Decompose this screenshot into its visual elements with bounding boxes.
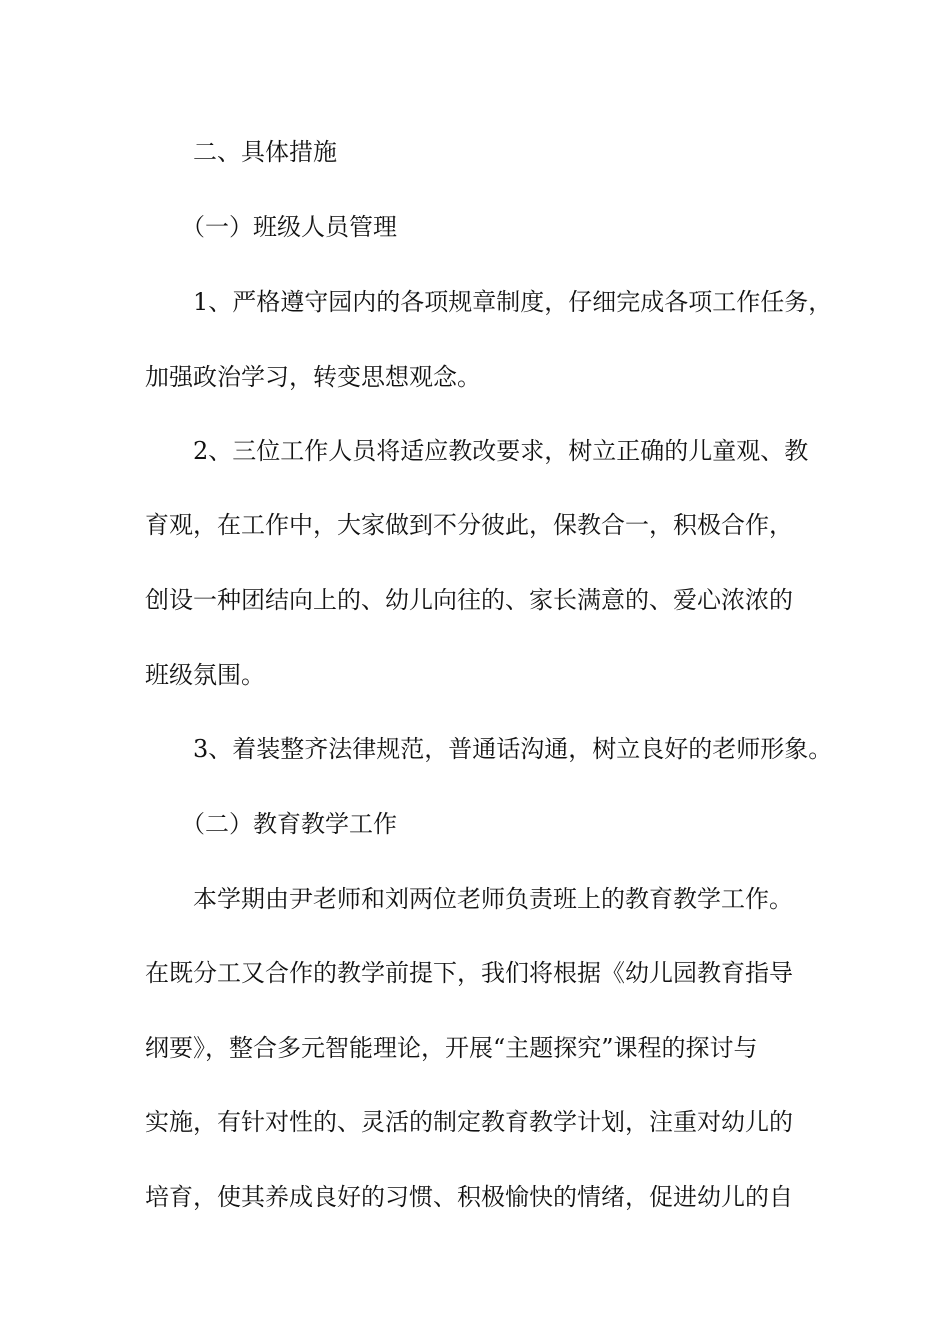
paragraph-line-3: 纲要》，整合多元智能理论，开展“主题探究”课程的探讨与 [145, 1034, 758, 1062]
item-2-line-3: 创设一种团结向上的、幼儿向往的、家长满意的、爱心浓浓的 [145, 586, 793, 614]
subsection-heading-2: （二）教育教学工作 [181, 810, 397, 838]
paragraph-line-2: 在既分工又合作的教学前提下，我们将根据《幼儿园教育指导 [145, 959, 793, 987]
item-2-line-2: 育观，在工作中，大家做到不分彼此，保教合一，积极合作， [145, 511, 793, 539]
item-1-line-2: 加强政治学习，转变思想观念。 [145, 363, 481, 391]
paragraph-line-1: 本学期由尹老师和刘两位老师负责班上的教育教学工作。 [193, 885, 793, 913]
section-heading: 二、具体措施 [193, 138, 337, 166]
item-2-line-4: 班级氛围。 [145, 661, 265, 689]
paragraph-line-5: 培育，使其养成良好的习惯、积极愉快的情绪，促进幼儿的自 [145, 1183, 793, 1211]
item-3-line-1: 3、着装整齐法律规范，普通话沟通，树立良好的老师形象。 [193, 735, 833, 763]
item-2-line-1: 2、三位工作人员将适应教改要求，树立正确的儿童观、教 [193, 437, 809, 465]
subsection-heading-1: （一）班级人员管理 [181, 213, 397, 241]
paragraph-line-4: 实施，有针对性的、灵活的制定教育教学计划，注重对幼儿的 [145, 1108, 793, 1136]
item-1-line-1: 1、严格遵守园内的各项规章制度，仔细完成各项工作任务， [193, 288, 833, 316]
